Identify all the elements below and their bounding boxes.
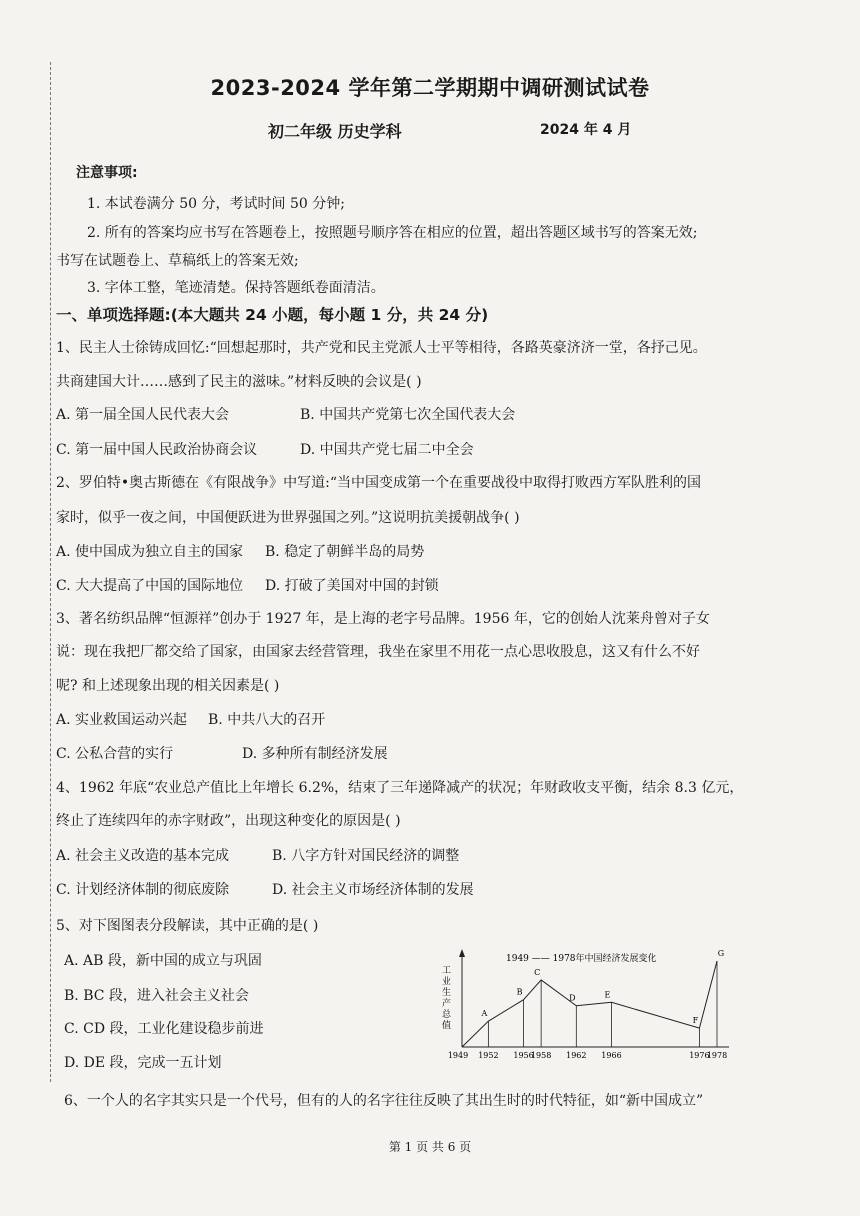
chart-ylabel-char: 总 — [442, 1010, 452, 1020]
chart-x-ticks — [448, 1051, 727, 1060]
chart-guides — [488, 961, 717, 1047]
question-6-stem: 6、一个人的名字其实只是一个代号，但有的人的名字往往反映了其出生时的时代特征，如“新中国成立” — [64, 1093, 704, 1109]
question-3-option-d: D. 多种所有制经济发展 — [242, 746, 388, 762]
chart-ylabel — [442, 965, 452, 1031]
chart-point-label: A — [481, 1009, 488, 1019]
chart-point-label: E — [604, 990, 611, 1000]
page-footer: 第 1 页 共 6 页 — [388, 1140, 472, 1154]
chart-x-tick: 1952 — [478, 1051, 499, 1060]
question-1-stem: 1、民主人士徐铸成回忆:“回想起那时，共产党和民主党派人士平等相待，各路英豪济济一堂，各抒己见。 — [56, 340, 707, 356]
chart-x-tick: 1976 — [689, 1051, 710, 1060]
chart-point-label: C — [534, 967, 541, 977]
notice-item: 2. 所有的答案均应书写在答题卷上，按照题号顺序答在相应的位置，超出答题区域书写的答案无效; — [87, 225, 698, 241]
chart-ylabel-char: 产 — [442, 999, 452, 1009]
question-5-option-a: A. AB 段，新中国的成立与巩固 — [64, 953, 262, 969]
chart-x-tick: 1956 — [513, 1051, 534, 1060]
question-2-option-a: A. 使中国成为独立自主的国家 — [56, 544, 244, 560]
chart-ylabel-char: 工 — [442, 966, 452, 976]
binding-margin-line — [50, 62, 51, 1082]
question-2-option-c: C. 大大提高了中国的国际地位 — [56, 578, 244, 594]
chart-x-tick: 1966 — [601, 1051, 622, 1060]
chart-x-tick: 1962 — [566, 1051, 587, 1060]
chart-point-label: B — [516, 987, 523, 997]
chart-ylabel-char: 生 — [442, 988, 452, 998]
question-3-option-a: A. 实业救国运动兴起 — [56, 712, 188, 728]
exam-title: 2023-2024 学年第二学期期中调研测试试卷 — [210, 76, 650, 100]
chart-point-label: F — [692, 1016, 699, 1026]
chart-ylabel-char: 业 — [442, 977, 452, 987]
question-5-option-b: B. BC 段，进入社会主义社会 — [64, 988, 249, 1004]
notice-item: 1. 本试卷满分 50 分，考试时间 50 分钟; — [87, 196, 345, 212]
chart-y-arrow — [459, 949, 465, 957]
question-1-option-b: B. 中国共产党第七次全国代表大会 — [300, 407, 516, 423]
question-1-option-c: C. 第一届中国人民政治协商会议 — [56, 442, 258, 458]
chart-point-label: G — [717, 949, 725, 958]
question-1-option-d: D. 中国共产党七届二中全会 — [300, 442, 474, 458]
question-1-option-a: A. 第一届全国人民代表大会 — [56, 407, 230, 423]
notice-item: 3. 字体工整，笔迹清楚。保持答题纸卷面清洁。 — [87, 280, 385, 296]
question-3-option-b: B. 中共八大的召开 — [208, 712, 326, 728]
question-2-stem: 家时，似乎一夜之间，中国便跃进为世界强国之列。”这说明抗美援朝战争( ) — [56, 510, 520, 526]
chart-series-line — [462, 961, 717, 1047]
question-5-stem: 5、对下图图表分段解读，其中正确的是( ) — [56, 918, 319, 934]
chart-x-tick: 1949 — [447, 1051, 469, 1060]
question-2-option-d: D. 打破了美国对中国的封锁 — [265, 578, 439, 594]
question-5-option-c: C. CD 段，工业化建设稳步前进 — [64, 1021, 264, 1037]
question-4-option-b: B. 八字方针对国民经济的调整 — [272, 848, 460, 864]
chart-x-tick: 1978 — [706, 1051, 728, 1060]
chart-x-tick: 1958 — [530, 1051, 552, 1060]
question-5-option-d: D. DE 段，完成一五计划 — [64, 1055, 222, 1071]
notice-heading: 注意事项: — [76, 165, 138, 181]
question-2-stem: 2、罗伯特•奥古斯德在《有限战争》中写道:“当中国变成第一个在重要战役中取得打败西方军队胜利的国 — [56, 475, 702, 491]
question-3-stem: 说：现在我把厂都交给了国家，由国家去经营管理，我坐在家里不用花一点心思收股息，这又有什么不好 — [56, 644, 700, 660]
question-4-option-c: C. 计划经济体制的彻底废除 — [56, 882, 230, 898]
question-4-option-a: A. 社会主义改造的基本完成 — [56, 848, 230, 864]
question-3-stem: 3、著名纺织品牌“恒源祥”创办于 1927 年，是上海的老字号品牌。1956 年，它的创始人沈莱舟曾对子女 — [56, 611, 710, 627]
question-3-stem: 呢? 和上述现象出现的相关因素是( ) — [56, 678, 280, 694]
exam-date: 2024 年 4 月 — [540, 122, 632, 138]
question-2-option-b: B. 稳定了朝鲜半岛的局势 — [265, 544, 425, 560]
question-3-option-c: C. 公私合营的实行 — [56, 746, 174, 762]
chart-ylabel-char: 值 — [442, 1021, 452, 1031]
exam-subtitle: 初二年级 历史学科 — [268, 122, 402, 141]
question-1-stem: 共商建国大计……感到了民主的滋味。”材料反映的会议是( ) — [56, 374, 422, 390]
notice-item: 书写在试题卷上、草稿纸上的答案无效; — [56, 253, 299, 269]
section-heading: 一、单项选择题:(本大题共 24 小题，每小题 1 分，共 24 分) — [56, 306, 489, 324]
chart-point-label: D — [569, 993, 576, 1003]
question-4-option-d: D. 社会主义市场经济体制的发展 — [272, 882, 474, 898]
chart-title: 1949 —— 1978年中国经济发展变化 — [506, 954, 657, 964]
question-4-stem: 终止了连续四年的赤字财政”，出现这种变化的原因是( ) — [56, 813, 401, 829]
economy-chart — [434, 945, 734, 1071]
question-4-stem: 4、1962 年底“农业总产值比上年增长 6.2%，结束了三年递降减产的状况；年财政收支平衡，结余 8.3 亿元， — [56, 780, 744, 796]
